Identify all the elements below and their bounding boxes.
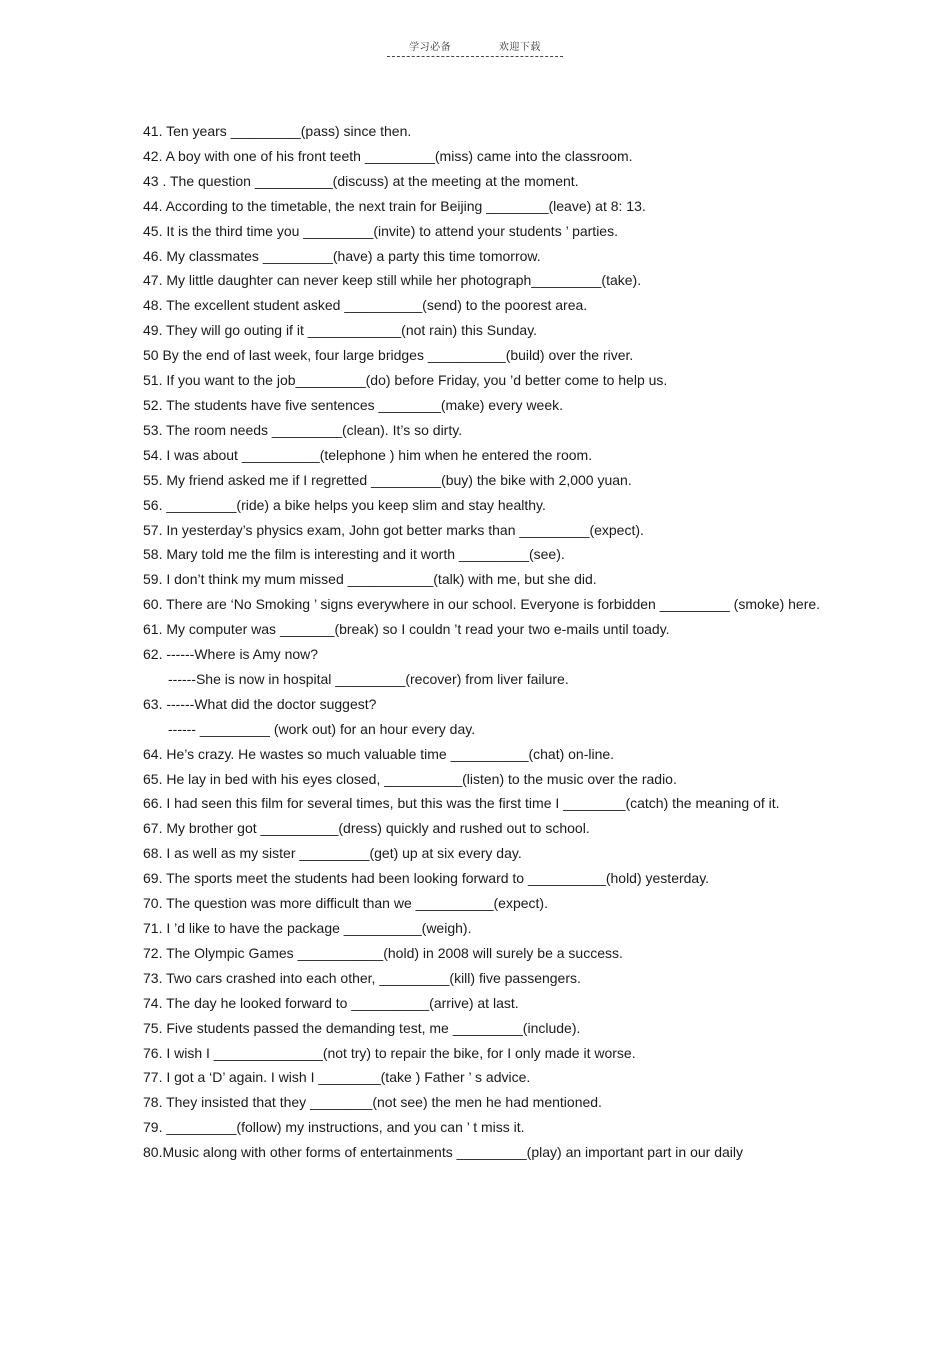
question-71: 71. I ’d like to have the package __________(weigh).: [143, 920, 472, 936]
question-61: 61. My computer was _______(break) so I couldn ’t read your two e-mails until toady.: [143, 621, 670, 638]
question-49: 49. They will go outing if it ____________(not rain) this Sunday.: [143, 322, 538, 339]
question-56: 56. _________(ride) a bike helps you keep slim and stay healthy.: [143, 496, 546, 513]
question-51: 51. If you want to the job_________(do) before Friday, you ’d better come to help us.: [143, 372, 668, 389]
question-67: 67. My brother got __________(dress) quickly and rushed out to school.: [143, 820, 590, 837]
question-65: 65. He lay in bed with his eyes closed, __________(listen) to the music over the radio.: [143, 770, 677, 787]
question-75: 75. Five students passed the demanding test, me _________(include).: [143, 1019, 581, 1036]
question-69: 69. The sports meet the students had been looking forward to __________(hold) yesterday.: [143, 870, 710, 887]
question-41: 41. Ten years _________(pass) since then.: [143, 123, 412, 139]
question-60: 60. There are ‘No Smoking ’ signs everywhere in our school. Everyone is forbidden _________ (smoke) here.: [143, 596, 821, 613]
question-78: 78. They insisted that they ________(not see) the men he had mentioned.: [143, 1094, 602, 1111]
question-54: 54. I was about __________(telephone ) him when he entered the room.: [143, 446, 593, 463]
header-left-text: 学习必备: [409, 42, 452, 53]
question-57: 57. In yesterday’s physics exam, John got better marks than _________(expect).: [143, 521, 644, 538]
question-53: 53. The room needs _________(clean). It’s so dirty.: [143, 421, 463, 438]
question-63: 63. ------What did the doctor suggest?: [143, 695, 377, 712]
page-header: [0, 38, 950, 57]
question-73: 73. Two cars crashed into each other, _________(kill) five passengers.: [143, 969, 581, 986]
exercise-list: [143, 119, 843, 1165]
question-55: 55. My friend asked me if I regretted _________(buy) the bike with 2,000 yuan.: [143, 471, 632, 488]
question-76: 76. I wish I ______________(not try) to repair the bike, for I only made it worse.: [143, 1044, 636, 1061]
question-42: 42. A boy with one of his front teeth _________(miss) came into the classroom.: [143, 147, 633, 164]
question-50: 50 By the end of last week, four large bridges __________(build) over the river.: [143, 347, 634, 364]
question-62: 62. ------Where is Amy now?: [143, 646, 319, 663]
question-66: 66. I had seen this film for several times, but this was the first time I ________(catch) the meaning of it.: [143, 795, 780, 812]
header-right-text: 欢迎下载: [498, 42, 541, 53]
question-68: 68. I as well as my sister _________(get) up at six every day.: [143, 845, 522, 862]
question-80: 80.Music along with other forms of entertainments _________(play) an important part in our daily: [143, 1144, 743, 1161]
question-64: 64. He’s crazy. He wastes so much valuable time __________(chat) on-line.: [143, 745, 615, 762]
question-48: 48. The excellent student asked __________(send) to the poorest area.: [143, 297, 588, 314]
question-46: 46. My classmates _________(have) a party this time tomorrow.: [143, 247, 541, 264]
question-79: 79. _________(follow) my instructions, and you can ’ t miss it.: [143, 1119, 525, 1136]
question-74: 74. The day he looked forward to __________(arrive) at last.: [143, 994, 519, 1011]
question-63-answer: ------ _________ (work out) for an hour every day.: [168, 720, 476, 737]
question-70: 70. The question was more difficult than we __________(expect).: [143, 895, 548, 912]
question-72: 72. The Olympic Games ___________(hold) in 2008 will surely be a success.: [143, 944, 623, 961]
question-44: 44. According to the timetable, the next train for Beijing ________(leave) at 8: 13.: [143, 197, 646, 214]
question-62-answer: ------She is now in hospital _________(recover) from liver failure.: [168, 670, 569, 687]
question-77: 77. I got a ‘D’ again. I wish I ________(take ) Father ’ s advice.: [143, 1069, 531, 1086]
question-58: 58. Mary told me the film is interesting and it worth _________(see).: [143, 546, 565, 563]
question-59: 59. I don’t think my mum missed ___________(talk) with me, but she did.: [143, 571, 597, 588]
question-43: 43 . The question __________(discuss) at the meeting at the moment.: [143, 172, 579, 189]
question-52: 52. The students have five sentences ________(make) every week.: [143, 396, 563, 413]
question-45: 45. It is the third time you _________(invite) to attend your students ’ parties.: [143, 222, 618, 239]
question-47: 47. My little daughter can never keep still while her photograph_________(take).: [143, 272, 642, 289]
header-rule: [387, 38, 563, 57]
